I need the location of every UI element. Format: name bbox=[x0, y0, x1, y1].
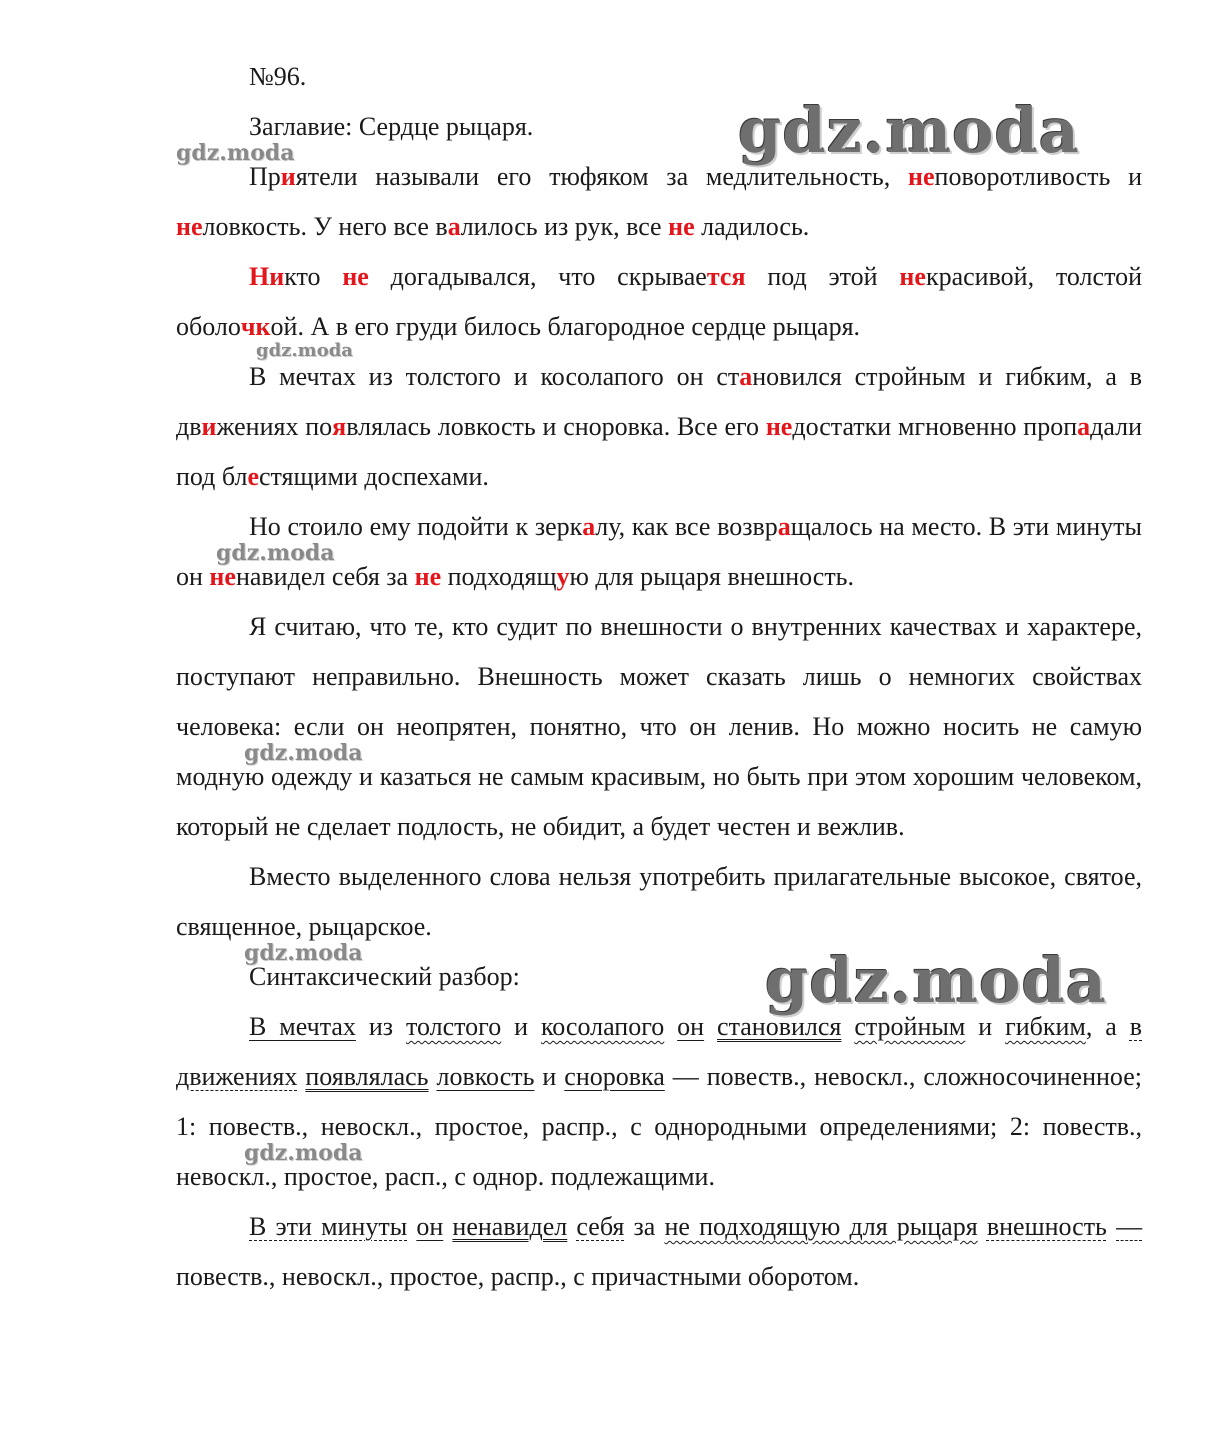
highlighted-letter: я bbox=[332, 412, 347, 441]
highlighted-letter: тся bbox=[706, 262, 746, 291]
highlighted-letter: не bbox=[176, 212, 203, 241]
highlighted-letter: Ни bbox=[249, 262, 285, 291]
highlighted-letter: не bbox=[899, 262, 926, 291]
attribute-underline: толстого bbox=[405, 1012, 502, 1041]
syntax-analysis-2: В эти минуты он ненавидел себя за не подходящую для рыцаря внешность — повеств., невоскл., простое, распр., с причастными оборотом. bbox=[176, 1212, 1143, 1291]
exercise-number: №96. bbox=[249, 62, 307, 91]
highlighted-letter: е bbox=[247, 462, 259, 491]
highlighted-letter: не bbox=[342, 262, 369, 291]
watermark-logo: gdz.moda bbox=[256, 340, 353, 361]
adverbial-underline: В эти минуты bbox=[249, 1212, 408, 1241]
highlighted-letter: а bbox=[777, 512, 791, 541]
watermark-logo: gdz.moda bbox=[244, 740, 363, 766]
attribute-underline: не подходящую для рыцаря bbox=[664, 1212, 978, 1241]
highlighted-letter: не bbox=[209, 562, 236, 591]
subject-underline: сноровка bbox=[564, 1062, 665, 1091]
highlighted-letter: не bbox=[668, 212, 695, 241]
title-line: Заглавие: Сердце рыцаря. bbox=[249, 112, 534, 141]
highlighted-letter: не bbox=[765, 412, 793, 441]
adverbial-underline: В мечтах bbox=[249, 1012, 356, 1041]
predicate-underline: появлялась bbox=[305, 1062, 429, 1091]
dash-underline: — bbox=[1116, 1212, 1143, 1241]
highlighted-letter: и bbox=[201, 412, 217, 441]
paragraph-5: Я считаю, что те, кто судит по внешности о внутренних качествах и характере, поступают неправильно. Внешность может сказать лишь о немногих свойствах человека: если он неопрятен, понятно, что он ленив. Но можно носить не самую модную одежду и казаться не самым красивым, но быть при этом хорошим человеком, который не сделает подлость, не обидит, а будет честен и вежлив. bbox=[176, 612, 1142, 841]
highlighted-letter: у bbox=[556, 562, 570, 591]
paragraph-1: Приятели называли его тюфяком за медлительность, неповоротливость и неловкость. У него все валилось из рук, все не ладилось. bbox=[176, 162, 1142, 241]
subject-underline: он bbox=[416, 1212, 444, 1241]
predicate-underline: ненавидел bbox=[452, 1212, 568, 1241]
highlighted-letter: а bbox=[582, 512, 596, 541]
highlighted-letter: и bbox=[280, 162, 296, 191]
watermark-logo: gdz.moda bbox=[216, 540, 335, 566]
highlighted-letter: а bbox=[447, 212, 461, 241]
document-page bbox=[176, 52, 1142, 1302]
adverbial-underline: в движениях bbox=[176, 1012, 1143, 1091]
attribute-underline: гибким bbox=[1005, 1012, 1086, 1041]
subject-underline: ловкость bbox=[436, 1062, 535, 1091]
watermark-logo: gdz.moda bbox=[176, 140, 295, 166]
paragraph-4: Но стоило ему подойти к зеркалу, как все возвращалось на место. В эти минуты он ненавидел себя за не подходящую для рыцаря внешность. bbox=[176, 512, 1142, 591]
paragraph-2: Никто не догадывался, что скрывается под этой некрасивой, толстой оболочкой. А в его груди билось благородное сердце рыцаря. bbox=[176, 262, 1142, 341]
attribute-underline: косолапого bbox=[540, 1012, 665, 1041]
highlighted-letter: а bbox=[739, 362, 753, 391]
highlighted-letter: не bbox=[908, 162, 935, 191]
attribute-underline: стройным bbox=[854, 1012, 966, 1041]
watermark-logo: gdz.moda bbox=[244, 1140, 363, 1166]
watermark-logo: gdz.moda bbox=[765, 944, 1107, 1017]
paragraph-6: Вместо выделенного слова нельзя употребить прилагательные высокое, святое, священное, рыцарское. bbox=[176, 862, 1142, 941]
highlighted-letter: чк bbox=[240, 312, 271, 341]
object-underline: себя bbox=[576, 1212, 625, 1241]
paragraph-3: В мечтах из толстого и косолапого он становился стройным и гибким, а в движениях появлялась ловкость и сноровка. Все его недостатки мгновенно пропадали под блестящими доспехами. bbox=[176, 362, 1142, 491]
highlighted-letter: не bbox=[414, 562, 442, 591]
watermark-logo: gdz.moda bbox=[738, 94, 1080, 167]
highlighted-letter: а bbox=[1077, 412, 1091, 441]
subject-underline: он bbox=[677, 1012, 705, 1041]
syntax-analysis-1: В мечтах из толстого и косолапого он становился стройным и гибким, а в движениях появлялась ловкость и сноровка — повеств., невоскл., сложносочиненное; 1: повеств., невоскл., простое, распр., с однородными определениями; 2: повеств., невоскл., простое, расп., с однор. подлежащими. bbox=[176, 1012, 1143, 1191]
object-underline: внешность bbox=[986, 1212, 1107, 1241]
watermark-logo: gdz.moda bbox=[244, 940, 363, 966]
predicate-underline: становился bbox=[717, 1012, 842, 1041]
syntax-heading: Синтаксический разбор: bbox=[249, 962, 520, 991]
